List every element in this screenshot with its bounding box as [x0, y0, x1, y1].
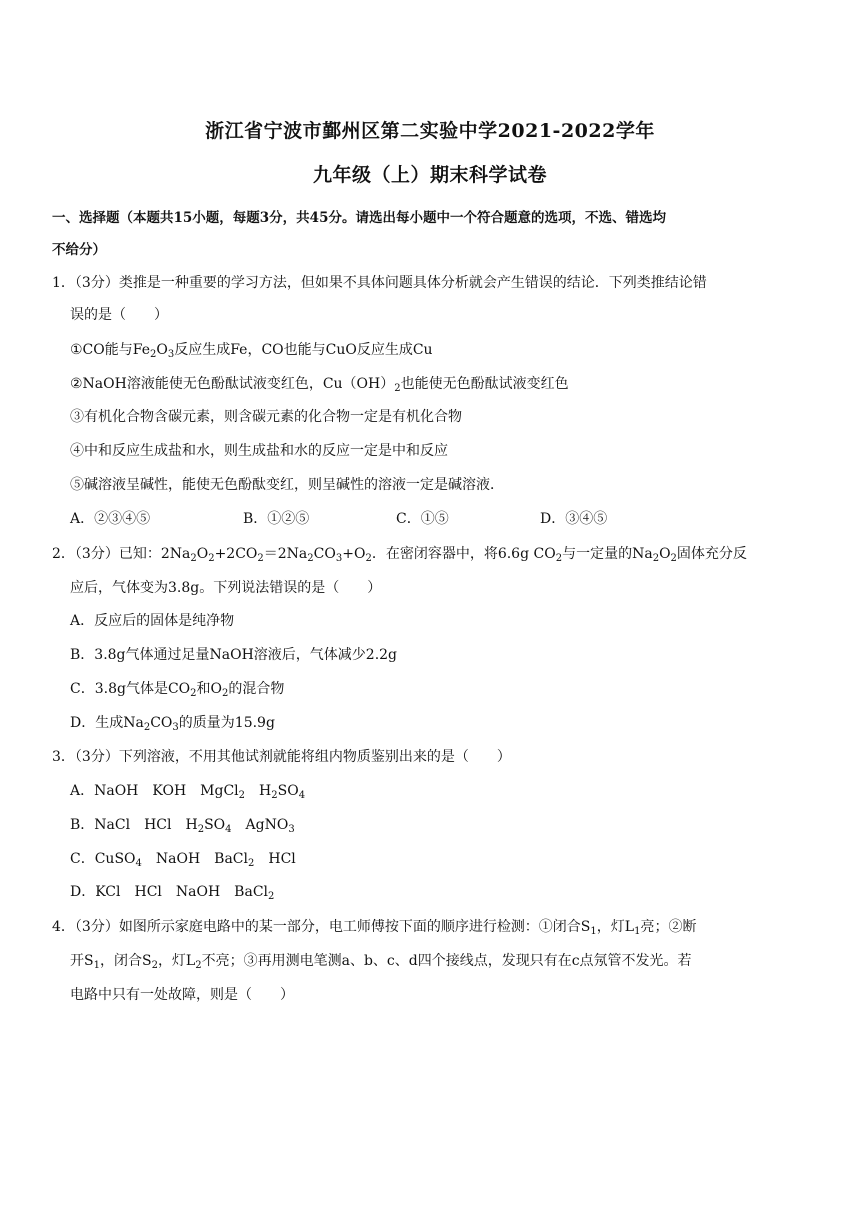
- text: ，灯L: [157, 953, 196, 969]
- subscript: 2: [190, 688, 197, 699]
- subscript: 2: [190, 553, 197, 564]
- q2-option-d[interactable]: [70, 712, 275, 732]
- subscript: 3: [335, 553, 343, 564]
- text: SO: [204, 817, 226, 833]
- exam-title-line2: 九年级（上）期末科学试卷: [312, 164, 547, 186]
- text: 开S: [70, 953, 94, 969]
- text: 与一定量的Na: [562, 546, 653, 562]
- text: C．CuSO: [70, 851, 136, 867]
- subscript: 4: [135, 858, 142, 869]
- text: H: [245, 783, 272, 799]
- q1-stem-line1: 1．（3分）类推是一种重要的学习方法，但如果不具体问题具体分析就会产生错误的结论．下列类推结论错: [52, 275, 707, 291]
- q3-stem: 3．（3分）下列溶液，不用其他试剂就能将组内物质鉴别出来的是（ ）: [52, 749, 511, 765]
- subscript: 2: [670, 553, 677, 564]
- subscript: 3: [172, 722, 179, 733]
- text: O: [196, 546, 209, 562]
- text: AgNO: [231, 817, 289, 833]
- subscript: 1: [590, 926, 597, 937]
- q2-option-a[interactable]: A．反应后的固体是纯净物: [70, 613, 235, 629]
- text: +2CO: [214, 546, 258, 562]
- subscript: 3: [288, 824, 295, 835]
- text: D．生成Na: [70, 715, 144, 731]
- q1-option-c[interactable]: C．①⑤: [396, 511, 449, 527]
- q1-statement-1: [70, 339, 433, 359]
- subscript: 2: [652, 553, 660, 564]
- q4-stem-line3: 电路中只有一处故障，则是（ ）: [70, 987, 294, 1003]
- q2-option-b[interactable]: B．3.8g气体通过足量NaOH溶液后，气体减少2.2g: [70, 647, 398, 663]
- subscript: 2: [268, 891, 275, 902]
- q4-stem-line1: [52, 916, 696, 936]
- exam-title-line1: 浙江省宁波市鄞州区第二实验中学2021-2022学年: [205, 120, 655, 142]
- text: 和O: [196, 681, 222, 697]
- subscript: 2: [151, 960, 158, 971]
- text: +O: [342, 546, 366, 562]
- subscript: 1: [634, 926, 641, 937]
- text: 亮；②断: [640, 919, 697, 935]
- q1-statement-4: ④中和反应生成盐和水，则生成盐和水的反应一定是中和反应: [70, 443, 448, 459]
- q1-option-b[interactable]: B．①②⑤: [243, 511, 310, 527]
- q1-statement-5: ⑤碱溶液呈碱性，能使无色酚酞变红，则呈碱性的溶液一定是碱溶液．: [70, 477, 504, 493]
- text: CO: [313, 546, 336, 562]
- text: 反应生成Fe，CO也能与CuO反应生成Cu: [174, 342, 433, 358]
- section-heading-line2: 不给分）: [52, 242, 106, 258]
- text: 的质量为15.9g: [178, 715, 275, 731]
- subscript: 2: [197, 824, 205, 835]
- text: O: [156, 342, 168, 358]
- text: A．NaOH KOH MgCl: [70, 783, 239, 799]
- q1-statement-3: ③有机化合物含碳元素，则含碳元素的化合物一定是有机化合物: [70, 409, 462, 425]
- subscript: 3: [167, 349, 175, 360]
- subscript: 2: [222, 688, 229, 699]
- subscript: 2: [307, 553, 314, 564]
- q3-option-a[interactable]: [70, 780, 305, 800]
- subscript: 2: [394, 383, 401, 394]
- text: ②NaOH溶液能使无色酚酞试液变红色，Cu（OH）: [70, 376, 395, 392]
- subscript: 2: [208, 553, 215, 564]
- text: D．KCl HCl NaOH BaCl: [70, 884, 269, 900]
- q1-statement-2: [70, 373, 569, 393]
- q2-stem-line2: 应后，气体变为3.8g。下列说法错误的是（ ）: [70, 580, 382, 596]
- text: CO: [150, 715, 173, 731]
- subscript: 4: [298, 790, 306, 801]
- text: 不亮；③再用测电笔测a、b、c、d四个接线点，发现只有在c点氖管不发光。若: [201, 953, 692, 969]
- subscript: 2: [555, 553, 563, 564]
- subscript: 2: [271, 790, 278, 801]
- q1-option-a[interactable]: A．②③④⑤: [70, 511, 151, 527]
- text: C．3.8g气体是CO: [70, 681, 191, 697]
- q2-option-c[interactable]: [70, 678, 284, 698]
- q2-stem-line1: [52, 543, 747, 563]
- text: 4．（3分）如图所示家庭电路中的某一部分，电工师傅按下面的顺序进行检测：①闭合S: [52, 919, 591, 935]
- subscript: 2: [365, 553, 372, 564]
- text: NaOH BaCl: [141, 851, 248, 867]
- subscript: 2: [248, 858, 255, 869]
- q4-stem-line2: [70, 950, 692, 970]
- text: ．在密闭容器中，将6.6g CO: [371, 546, 556, 562]
- subscript: 2: [195, 960, 202, 971]
- text: HCl: [254, 851, 296, 867]
- subscript: 2: [143, 722, 151, 733]
- subscript: 2: [149, 349, 157, 360]
- subscript: 2: [238, 790, 246, 801]
- text: 固体充分反: [676, 546, 747, 562]
- text: ，闭合S: [99, 953, 152, 969]
- subscript: 2: [257, 553, 264, 564]
- text: B．NaCl HCl H: [70, 817, 198, 833]
- subscript: 4: [225, 824, 232, 835]
- subscript: 1: [93, 960, 100, 971]
- text: O: [659, 546, 671, 562]
- q1-stem-line2: 误的是（ ）: [70, 307, 168, 323]
- text: ，灯L: [596, 919, 635, 935]
- text: 的混合物: [228, 681, 285, 697]
- text: ①CO能与Fe: [70, 342, 150, 358]
- q1-option-d[interactable]: D．③④⑤: [540, 511, 608, 527]
- text: ＝2Na: [263, 546, 308, 562]
- text: SO: [277, 783, 299, 799]
- text: 2．（3分）已知：2Na: [52, 546, 191, 562]
- q3-option-c[interactable]: [70, 848, 296, 868]
- q3-option-b[interactable]: [70, 814, 295, 834]
- section-heading-line1: 一、选择题（本题共15小题，每题3分，共45分。请选出每小题中一个符合题意的选项，不选、错选均: [52, 210, 666, 226]
- q3-option-d[interactable]: [70, 881, 274, 901]
- text: 也能使无色酚酞试液变红色: [400, 376, 569, 392]
